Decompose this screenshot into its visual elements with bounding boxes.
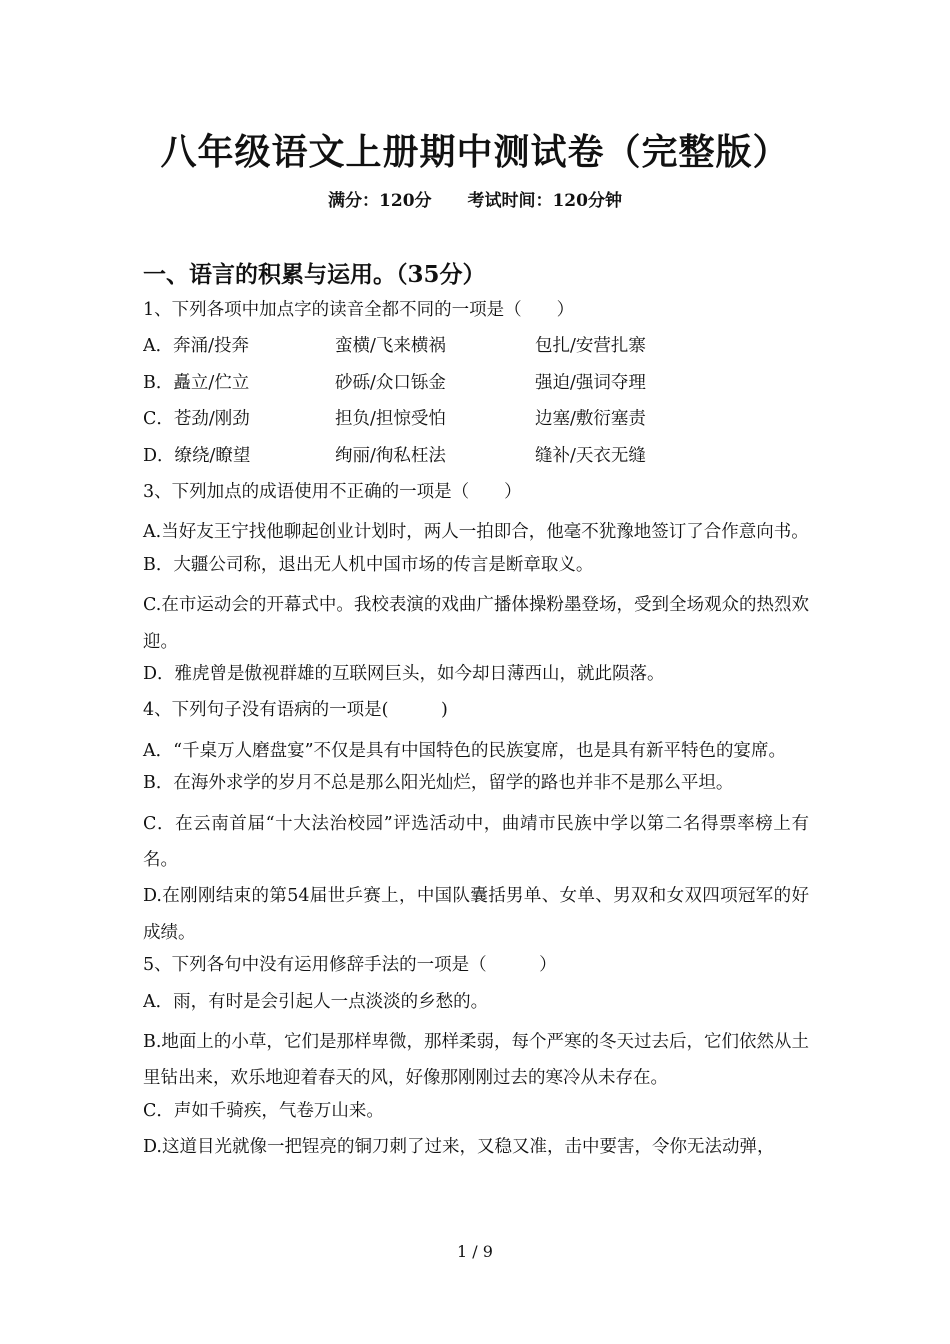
q3-option-d: D．雅虎曾是傲视群雄的互联网巨头，如今却日薄西山，就此陨落。 [143,663,665,684]
full-score: 满分：120分 [328,191,432,211]
q5-stem: 5、下列各句中没有运用修辞手法的一项是（ ） [143,955,557,976]
q3-stem: 3、下列加点的成语使用不正确的一项是（ ） [143,481,522,502]
q1-a-col3: 包扎/安营扎寨 [535,336,646,357]
q1-option-b [143,369,809,405]
questions [143,296,809,1170]
q1-d-col1: D．缭绕/瞭望 [143,445,251,466]
q4-option-b: B．在海外求学的岁月不总是那么阳光灿烂，留学的路也并非不是那么平坦。 [143,773,734,794]
q1-option-d [143,442,809,478]
q1-stem: 1、下列各项中加点字的读音全都不同的一项是（ ） [143,300,575,320]
q3-option-c: C.在市运动会的开幕式中。我校表演的戏曲广播体操粉墨登场，受到全场观众的热烈欢迎。 [143,595,809,652]
q1-b-col3: 强迫/强词夺理 [535,372,646,393]
q5-option-a: A．雨，有时是会引起人一点淡淡的乡愁的。 [143,991,489,1012]
page-title: 八年级语文上册期中测试卷（完整版） [160,131,790,173]
q1-option-a [143,332,809,368]
q1-c-col2: 担负/担惊受怕 [335,409,446,430]
section-heading: 一、语言的积累与运用。（35分） [143,261,486,288]
q5-option-d: D.这道目光就像一把锃亮的铜刀刺了过来，又稳又准，击中要害，令你无法动弹， [143,1137,775,1158]
q1-c-col1: C．苍劲/刚劲 [143,409,250,430]
q4-stem: 4、下列句子没有语病的一项是( ) [143,700,448,721]
q1-option-c [143,405,809,441]
q1-b-col1: B．矗立/伫立 [143,372,250,393]
exam-info [0,186,950,211]
q4-option-c: C．在云南首届“十大法治校园”评选活动中，曲靖市民族中学以第二名得票率榜上有名。 [143,813,809,870]
q3-option-a: A.当好友王宁找他聊起创业计划时，两人一拍即合，他毫不犹豫地签订了合作意向书。 [143,522,809,543]
q1-c-col3: 边塞/敷衍塞责 [535,409,646,430]
q1-a-col1: A．奔涌/投奔 [143,336,250,357]
q4-option-a: A．“千桌万人磨盘宴”不仅是具有中国特色的民族宴席，也是具有新平特色的宴席。 [143,740,787,761]
exam-time: 考试时间：120分钟 [467,191,622,211]
q1-a-col2: 蛮横/飞来横祸 [335,336,446,357]
q1-d-col2: 绚丽/徇私枉法 [335,445,446,466]
q5-option-b: B.地面上的小草，它们是那样卑微，那样柔弱，每个严寒的冬天过去后，它们依然从土里钻出来，欢乐地迎着春天的风，好像那刚刚过去的寒冷从未存在。 [143,1031,809,1089]
q1-d-col3: 缝补/天衣无缝 [535,445,646,466]
q1-b-col2: 砂砾/众口铄金 [335,372,446,393]
page-number: 1 / 9 [457,1242,493,1261]
q4-option-d: D.在刚刚结束的第54届世乒赛上，中国队囊括男单、女单、男双和女双四项冠军的好成绩。 [143,886,809,943]
q3-option-b: B．大疆公司称，退出无人机中国市场的传言是断章取义。 [143,554,594,575]
q5-option-c: C．声如千骑疾，气卷万山来。 [143,1100,384,1121]
